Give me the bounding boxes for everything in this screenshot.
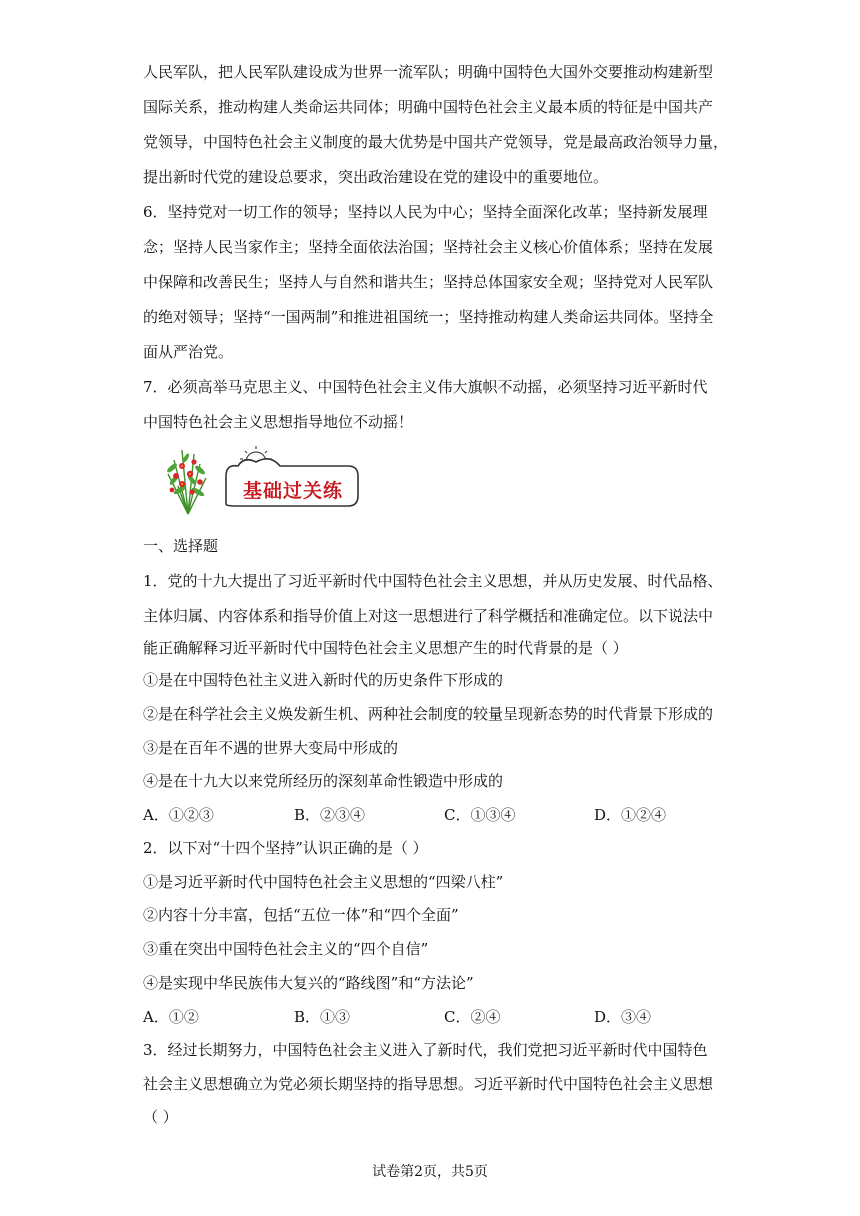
q2-item: ③重在突出中国特色社会主义的“四个自信” (143, 940, 429, 958)
q3-stem-line: 社会主义思想确立为党必须长期坚持的指导思想。习近平新时代中国特色社会主义思想 (143, 1075, 714, 1093)
point6-line: 面从严治党。 (143, 343, 234, 361)
intro-line: 人民军队，把人民军队建设成为世界一流军队；明确中国特色大国外交要推动构建新型 (143, 63, 714, 81)
q2-option-d[interactable]: D．③④ (594, 1008, 652, 1026)
q2-item: ①是习近平新时代中国特色社会主义思想的“四梁八柱” (143, 873, 504, 891)
section-heading: 一、选择题 (143, 537, 219, 555)
q2-option-c[interactable]: C．②④ (444, 1008, 501, 1026)
intro-line: 国际关系，推动构建人类命运共同体；明确中国特色社会主义最本质的特征是中国共产 (143, 98, 714, 116)
banner-label: 基础过关练 (242, 480, 343, 502)
point6-line: 的绝对领导；坚持“一国两制”和推进祖国统一；坚持推动构建人类命运共同体。坚持全 (143, 308, 714, 326)
q3-stem-line: （ ） (143, 1108, 178, 1126)
q2-option-a[interactable]: A．①② (143, 1008, 199, 1026)
q1-item: ①是在中国特色社主义进入新时代的历史条件下形成的 (143, 671, 504, 689)
q1-option-a[interactable]: A．①②③ (143, 806, 214, 824)
q1-item: ④是在十九大以来党所经历的深刻革命性锻造中形成的 (143, 772, 504, 790)
section-banner (160, 440, 365, 516)
flower-bouquet-icon (160, 440, 365, 516)
point7-line: 7．必须高举马克思主义、中国特色社会主义伟大旗帜不动摇，必须坚持习近平新时代 (143, 378, 708, 396)
q2-option-b[interactable]: B．①③ (294, 1008, 351, 1026)
page-footer: 试卷第2页，共5页 (372, 1164, 488, 1180)
point6-line: 念；坚持人民当家作主；坚持全面依法治国；坚持社会主义核心价值体系；坚持在发展 (143, 238, 714, 256)
q2-item: ④是实现中华民族伟大复兴的“路线图”和“方法论” (143, 974, 474, 992)
q1-option-d[interactable]: D．①②④ (594, 806, 667, 824)
intro-line: 党领导，中国特色社会主义制度的最大优势是中国共产党领导，党是最高政治领导力量， (143, 133, 729, 151)
point7-line: 中国特色社会主义思想指导地位不动摇！ (143, 413, 414, 431)
q1-item: ②是在科学社会主义焕发新生机、两种社会制度的较量呈现新态势的时代背景下形成的 (143, 705, 714, 723)
point6-line: 中保障和改善民生；坚持人与自然和谐共生；坚持总体国家安全观；坚持党对人民军队 (143, 273, 714, 291)
q1-stem-line: 主体归属、内容体系和指导价值上对这一思想进行了科学概括和准确定位。以下说法中 (143, 607, 714, 625)
intro-line: 提出新时代党的建设总要求，突出政治建设在党的建设中的重要地位。 (143, 168, 609, 186)
point6-line: 6．坚持党对一切工作的领导；坚持以人民为中心；坚持全面深化改革；坚持新发展理 (143, 203, 708, 221)
q1-option-c[interactable]: C．①③④ (444, 806, 516, 824)
q1-item: ③是在百年不遇的世界大变局中形成的 (143, 739, 399, 757)
q2-stem-line: 2．以下对“十四个坚持”认识正确的是（ ） (143, 839, 428, 857)
q3-stem-line: 3．经过长期努力，中国特色社会主义进入了新时代，我们党把习近平新时代中国特色 (143, 1041, 708, 1059)
q1-option-b[interactable]: B．②③④ (294, 806, 366, 824)
q2-item: ②内容十分丰富，包括“五位一体”和“四个全面” (143, 906, 459, 924)
q1-stem-line: 1．党的十九大提出了习近平新时代中国特色社会主义思想，并从历史发展、时代品格、 (143, 572, 723, 590)
q1-stem-line: 能正确解释习近平新时代中国特色社会主义思想产生的时代背景的是（ ） (143, 639, 628, 657)
